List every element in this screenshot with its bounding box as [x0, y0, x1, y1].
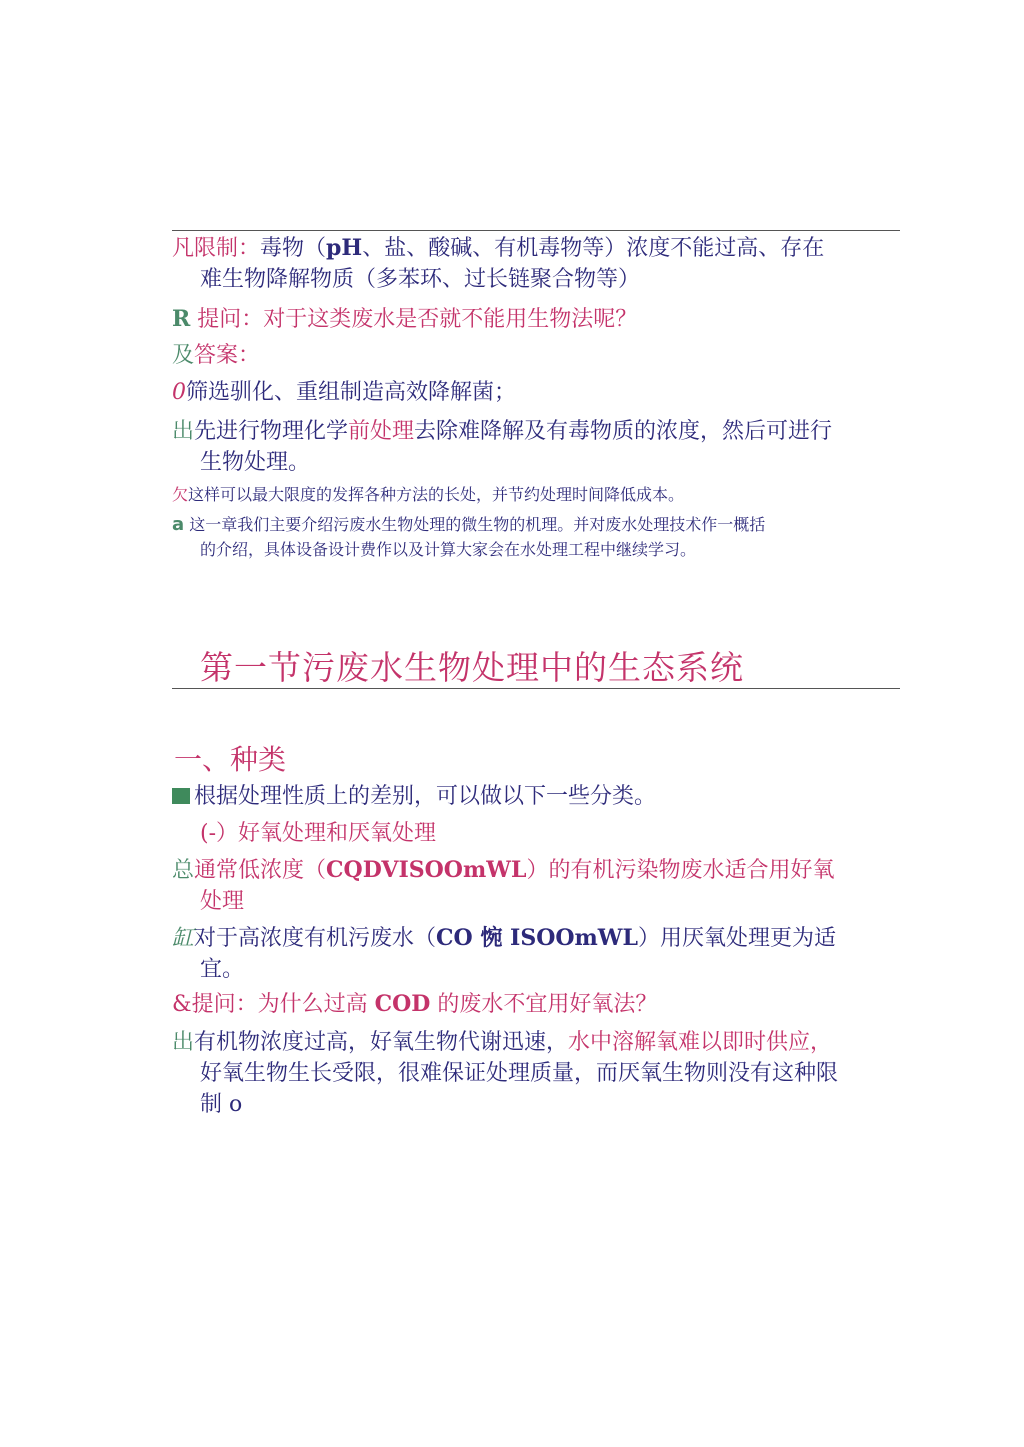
para-high-conc: [172, 923, 912, 985]
question-2-c: 的废水不宜用好氧法？: [430, 992, 658, 1017]
section-rule: [172, 688, 900, 689]
para-advantage: [172, 482, 912, 507]
chapter-intro-cont: 的介绍，具体设备设计费作以及计算大家会在水处理工程中继续学习。: [200, 540, 697, 559]
bullet-mark: 出: [172, 1030, 195, 1055]
para-low-conc: [172, 855, 912, 917]
para-answer-2: [172, 416, 912, 478]
para-classification: [172, 781, 912, 812]
answer-3-a: 有机物浓度过高，好氧生物代谢迅速，: [194, 1030, 569, 1055]
para-limits: [172, 233, 912, 295]
bullet-mark: a: [172, 514, 185, 535]
low-conc-cont: 处理: [200, 889, 245, 914]
limit-label: 限制：: [194, 236, 261, 261]
advantage-text: 这样可以最大限度的发挥各种方法的长处，并节约处理时间降低成本。: [188, 485, 685, 504]
bullet-mark: 欠: [172, 485, 189, 504]
para-answer-label: [172, 340, 912, 371]
classification-text: 根据处理性质上的差别，可以做以下一些分类。: [194, 784, 657, 809]
bullet-mark: 凡: [172, 236, 195, 261]
answer-1-text: 筛选驯化、重组制造高效降解菌；: [186, 380, 517, 405]
para-answer-1: [172, 377, 912, 408]
limit-cont: 难生物降解物质（多苯环、过长链聚合物等）: [200, 267, 641, 292]
bullet-mark: 总: [172, 858, 195, 883]
answer-3-highlight: 水中溶解氧难以即时供应，: [568, 1030, 833, 1055]
para-answer-3: [172, 1027, 912, 1120]
bullet-mark: &: [172, 992, 192, 1017]
square-bullet-icon: [172, 788, 190, 804]
aerobic-anaerobic-heading: (-）好氧处理和厌氧处理: [200, 821, 437, 846]
bullet-mark: R: [172, 306, 191, 332]
limit-ph: pH: [326, 235, 363, 261]
high-conc-cont: 宜。: [200, 957, 245, 982]
question-text: 提问：对于这类废水是否就不能用生物法呢？: [197, 307, 638, 332]
limit-text-b: 、盐、酸碱、有机毒物等）浓度不能过高、存在: [362, 236, 825, 261]
low-conc-formula: CQDVISOOmWL: [326, 857, 527, 883]
question-2-a: 提问：为什么过高: [191, 992, 375, 1017]
para-question-2: [172, 989, 912, 1020]
bullet-mark: 0: [172, 380, 186, 405]
chapter-intro-text: 这一章我们主要介绍污废水生物处理的微生物的机理。并对废水处理技术作一概括: [189, 515, 766, 534]
high-conc-a: 对于高浓度有机污废水（: [194, 926, 437, 951]
para-subheading: [200, 818, 940, 849]
answer-2-c: 去除难降解及有毒物质的浓度，然后可进行: [414, 419, 833, 444]
low-conc-c: ）的有机污染物废水适合用好氧: [526, 858, 835, 883]
bullet-mark: 出: [172, 419, 195, 444]
answer-2-highlight: 前处理: [348, 419, 415, 444]
question-2-cod: COD: [374, 991, 431, 1017]
answer-2-a: 先进行物理化学: [194, 419, 349, 444]
para-question: [172, 304, 912, 335]
top-rule: [172, 230, 900, 231]
para-chapter-intro: [172, 512, 912, 562]
answer-label: 答案：: [194, 343, 261, 368]
answer-2-cont: 生物处理。: [200, 450, 311, 475]
answer-3-cont: 好氧生物生长受限，很难保证处理质量，而厌氧生物则没有这种限: [200, 1061, 839, 1086]
high-conc-c: ）用厌氧处理更为适: [638, 926, 837, 951]
bullet-mark: 及: [172, 343, 195, 368]
limit-text-a: 毒物（: [260, 236, 327, 261]
low-conc-a: 通常低浓度（: [194, 858, 327, 883]
subsection-heading: 一、种类: [174, 743, 287, 776]
section-heading: 第一节污废水生物处理中的生态系统: [200, 648, 744, 687]
answer-3-cont2: 制 o: [200, 1092, 243, 1117]
high-conc-formula: CO 惋 ISOOmWL: [436, 925, 638, 951]
bullet-mark: 缸: [172, 926, 195, 951]
